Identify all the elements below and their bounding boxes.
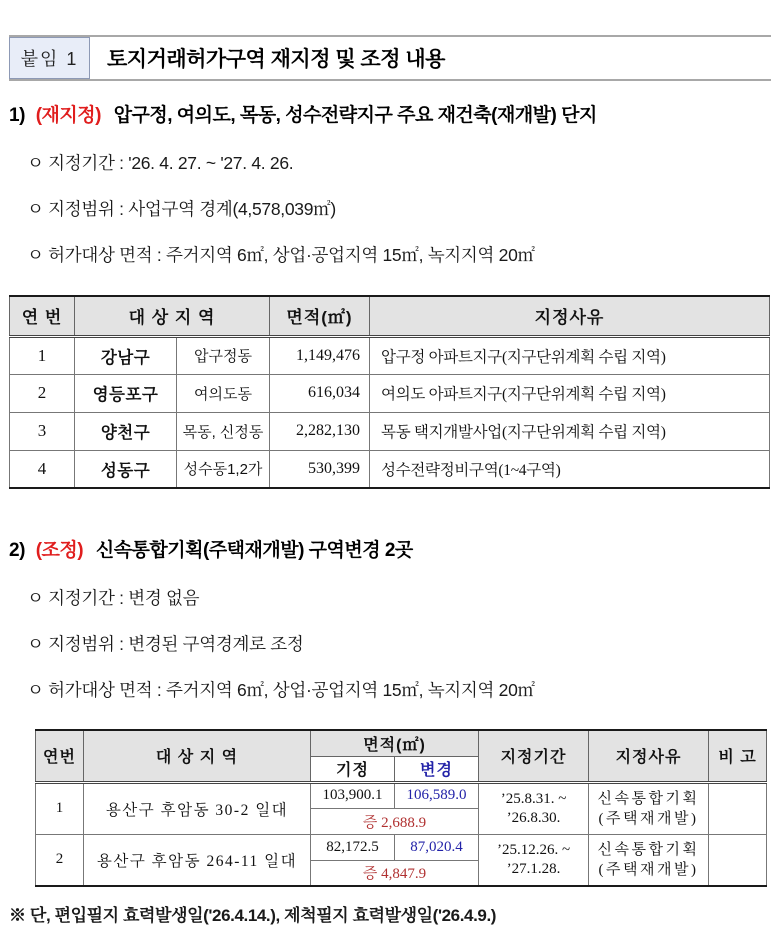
row-no: 1 — [10, 336, 75, 374]
row-note — [709, 834, 767, 886]
table2-col-after: 변경 — [395, 756, 479, 782]
table1-col-no: 연 번 — [10, 296, 75, 336]
row-reason: 목동 택지개발사업(지구단위계획 수립 지역) — [370, 412, 770, 450]
redesignation-table — [9, 295, 770, 489]
attachment-badge: 붙임 1 — [9, 37, 90, 79]
table1-col-reason: 지정사유 — [370, 296, 770, 336]
row-reason — [589, 782, 709, 834]
row-reason-line1: 신속통합기획 — [597, 790, 700, 807]
table1-row — [10, 336, 770, 374]
section-2-tag: (조정) — [35, 540, 84, 561]
doc-header — [9, 35, 771, 81]
table1-row — [10, 450, 770, 488]
section-1-title: 압구정, 여의도, 목동, 성수전략지구 주요 재건축(재개발) 단지 — [113, 105, 597, 126]
row-dong: 성수동1,2가 — [177, 450, 270, 488]
row-period-end: ’26.8.30. — [506, 809, 561, 826]
adjustment-table — [35, 729, 767, 887]
row-gu: 강남구 — [75, 336, 177, 374]
bullet-designation-scope-1: ㅇ 지정범위 : 사업구역 경계(4,578,039㎡) — [27, 199, 336, 219]
table2-col-note: 비 고 — [709, 730, 767, 782]
table1-col-area: 면적(㎡) — [270, 296, 370, 336]
row-area-before: 103,900.1 — [311, 782, 395, 808]
table2-row-main — [36, 782, 767, 808]
bullet-designation-period-1: ㅇ 지정기간 : '26. 4. 27. ~ '27. 4. 26. — [27, 153, 294, 173]
row-no: 1 — [36, 782, 84, 834]
section-2-title: 신속통합기획(주택재개발) 구역변경 2곳 — [95, 540, 413, 561]
row-gu: 성동구 — [75, 450, 177, 488]
section-1-number: 1) — [9, 105, 25, 126]
row-period — [479, 834, 589, 886]
row-dong: 목동, 신정동 — [177, 412, 270, 450]
row-area: 530,399 — [270, 450, 370, 488]
row-area: 616,034 — [270, 374, 370, 412]
row-period-start: ’25.12.26. ~ — [496, 841, 571, 858]
table1-row — [10, 374, 770, 412]
row-area-after: 106,589.0 — [395, 782, 479, 808]
table2-col-reason: 지정사유 — [589, 730, 709, 782]
bullet-designation-period-2: ㅇ 지정기간 : 변경 없음 — [27, 588, 200, 608]
section-2-heading — [9, 535, 780, 562]
page-title: 토지거래허가구역 재지정 및 조정 내용 — [107, 48, 445, 71]
row-period — [479, 782, 589, 834]
row-gu: 양천구 — [75, 412, 177, 450]
row-reason: 여의도 아파트지구(지구단위계획 수립 지역) — [370, 374, 770, 412]
row-region: 용산구 후암동 264-11 일대 — [84, 834, 311, 886]
row-reason-line2: (주택재개발) — [598, 861, 699, 878]
row-area-before: 82,172.5 — [311, 834, 395, 860]
row-reason-line2: (주택재개발) — [598, 810, 699, 827]
row-reason-line1: 신속통합기획 — [597, 841, 700, 858]
table2-col-before: 기정 — [311, 756, 395, 782]
table2-col-period: 지정기간 — [479, 730, 589, 782]
row-region: 용산구 후암동 30-2 일대 — [84, 782, 311, 834]
footnote: ※ 단, 편입필지 효력발생일('26.4.14.), 제척필지 효력발생일('26.4.9.) — [9, 906, 497, 925]
section-2-number: 2) — [9, 540, 25, 561]
bullet-designation-scope-2: ㅇ 지정범위 : 변경된 구역경계로 조정 — [27, 634, 304, 654]
table2-row-main — [36, 834, 767, 860]
row-period-end: ’27.1.28. — [506, 860, 561, 877]
table1-row — [10, 412, 770, 450]
bullet-permit-area-2: ㅇ 허가대상 면적 : 주거지역 6㎡, 상업·공업지역 15㎡, 녹지지역 20㎡ — [27, 680, 535, 700]
table2-col-region: 대 상 지 역 — [84, 730, 311, 782]
bullet-permit-area-1: ㅇ 허가대상 면적 : 주거지역 6㎡, 상업·공업지역 15㎡, 녹지지역 20㎡ — [27, 245, 535, 265]
row-dong: 압구정동 — [177, 336, 270, 374]
row-period-start: ’25.8.31. ~ — [500, 790, 567, 807]
row-no: 2 — [36, 834, 84, 886]
row-area-change: 증 4,847.9 — [311, 860, 479, 886]
row-note — [709, 782, 767, 834]
row-reason: 성수전략정비구역(1~4구역) — [370, 450, 770, 488]
table2-col-no: 연번 — [36, 730, 84, 782]
table2-col-area-group: 면적(㎡) — [311, 730, 479, 756]
table2-header-row-1 — [36, 730, 767, 756]
row-no: 2 — [10, 374, 75, 412]
row-reason — [589, 834, 709, 886]
row-area-change: 증 2,688.9 — [311, 808, 479, 834]
row-area-after: 87,020.4 — [395, 834, 479, 860]
row-no: 4 — [10, 450, 75, 488]
row-gu: 영등포구 — [75, 374, 177, 412]
row-no: 3 — [10, 412, 75, 450]
row-area: 2,282,130 — [270, 412, 370, 450]
table1-col-region: 대 상 지 역 — [75, 296, 270, 336]
row-reason: 압구정 아파트지구(지구단위계획 수립 지역) — [370, 336, 770, 374]
table1-header-row — [10, 296, 770, 336]
row-dong: 여의도동 — [177, 374, 270, 412]
row-area: 1,149,476 — [270, 336, 370, 374]
section-1-heading — [9, 100, 780, 127]
section-1-tag: (재지정) — [35, 105, 101, 126]
